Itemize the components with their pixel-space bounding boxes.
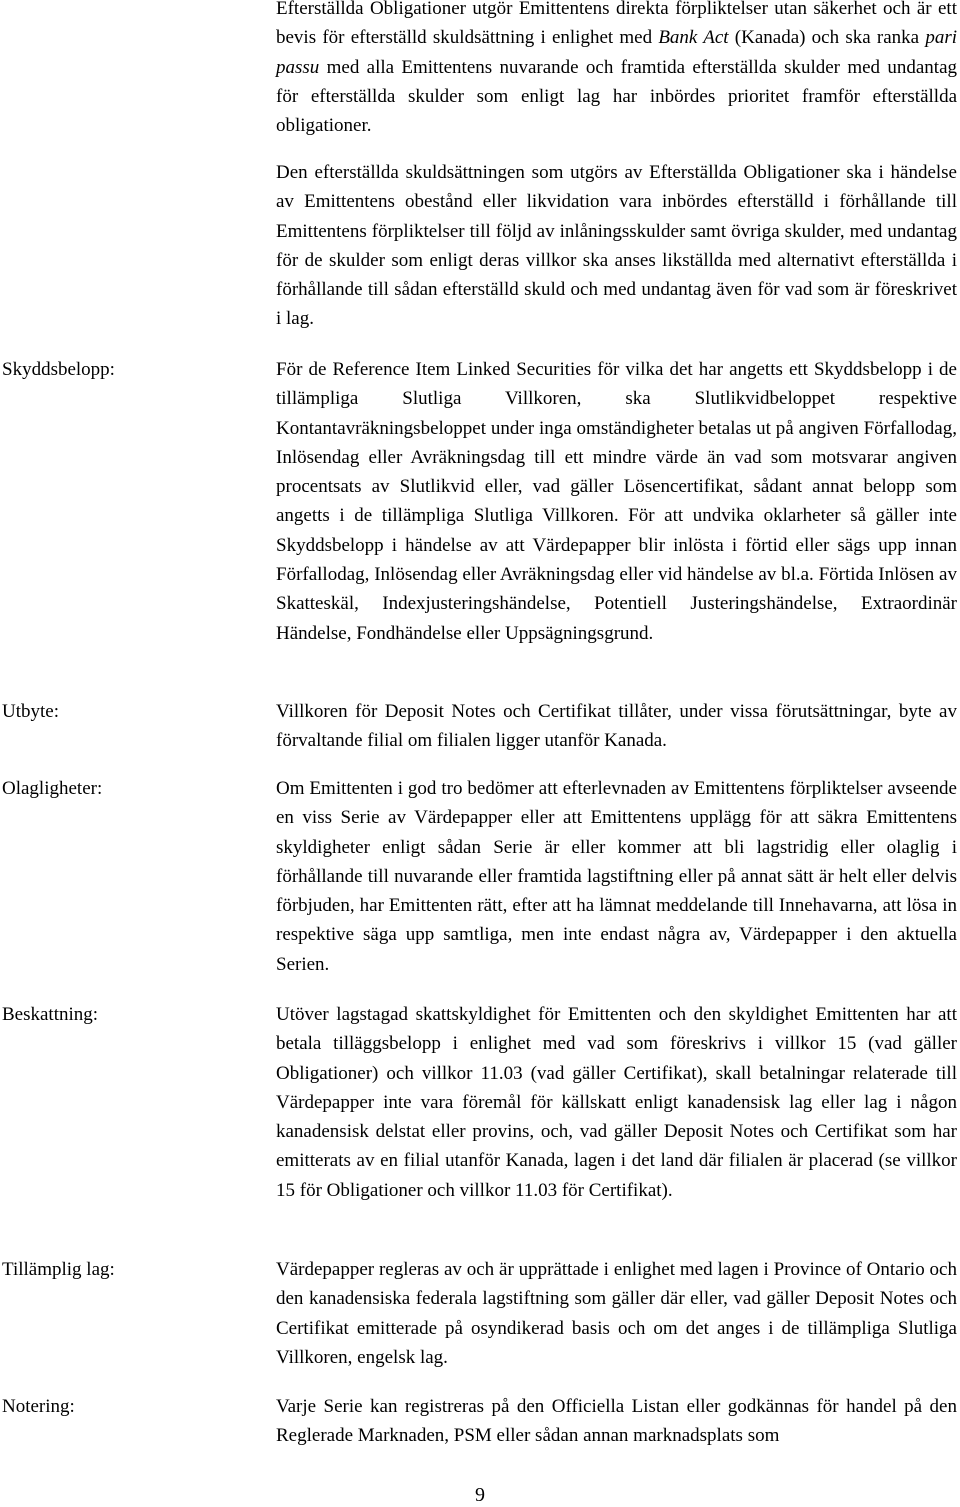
text-segment: Efterställda Obligationer utgör Emittentens direkta förpliktelser utan säkerhet och är ett bevis för efterställd skuldsättning i enlighet med xyxy=(276,0,957,49)
text-segment-italic: pari passu xyxy=(276,27,957,78)
section-text: Varje Serie kan registreras på den Officiella Listan eller godkännas för handel på den Reglerade Marknaden, PSM eller sådan annan marknadsplats som xyxy=(276,1396,957,1447)
section-text: Värdepapper regleras av och är upprättade i enlighet med lagen i Province of Ontario och den kanadensiska federala lagstiftning som gäller där eller, vad gäller Deposit Notes och Certifikat emitterade på osyndikerad basis och om det anges i de tillämpliga Slutliga Villkoren, engelsk lag. xyxy=(276,1259,957,1368)
section-term: Tillämplig lag: xyxy=(2,1259,115,1280)
section-term: Utbyte: xyxy=(2,701,59,722)
section-text: Om Emittenten i god tro bedömer att efterlevnaden av Emittentens förpliktelser avseende en viss Serie av Värdepapper eller att Emittentens upplägg för att säkra Emittentens skyldigheter enligt sådan Serie är eller kommer att bli lagstridig eller olaglig i förhållande till nuvarande eller framtida lagstiftning eller på annat sätt är helt eller delvis förbjuden, har Emittenten rätt, efter att ha lämnat meddelande till Innehavarna, att lösa in respektive säga upp samtliga, men inte endast några av, Värdepapper i den aktuella Serien. xyxy=(276,778,957,975)
text-segment: med alla Emittentens nuvarande och framtida efterställda skulder med undantag för efterställda skulder som enligt lag har inbördes prioritet framför efterställda obligationer. xyxy=(276,56,957,137)
section-term: Beskattning: xyxy=(2,1004,99,1025)
section-term: Skyddsbelopp: xyxy=(2,359,115,380)
page-number: 9 xyxy=(475,1484,485,1506)
section-term: Olagligheter: xyxy=(2,778,103,799)
text-segment-italic: Bank Act xyxy=(658,27,729,49)
intro-paragraph-1 xyxy=(276,0,957,140)
section-text: Utöver lagstagad skattskyldighet för Emittenten och den skyldighet Emittenten har att betala tilläggsbelopp i enlighet med vad som föreskrivs i villkor 15 (vad gäller Obligationer) och villkor 11.03 (vad gäller Certifikat), skall betalningar relaterade till Värdepapper inte vara föremål för källskatt enligt kanadensisk lag eller lag i någon kanadensisk delstat eller provins, och, vad gäller Deposit Notes och Certifikat som har emitterats av en filial utanför Kanada, lagen i det land där filialen är placerad (se villkor 15 för Obligationer och villkor 11.03 för Certifikat). xyxy=(276,1004,957,1201)
section-text: Villkoren för Deposit Notes och Certifikat tillåter, under vissa förutsättningar, byte av förvaltande filial om filialen ligger utanför Kanada. xyxy=(276,701,957,752)
section-term: Notering: xyxy=(2,1396,75,1417)
section-text: För de Reference Item Linked Securities för vilka det har angetts ett Skyddsbelopp i de tillämpliga Slutliga Villkoren, ska Slutlikvidbeloppet respektive Kontantavräkningsbeloppet under inga omständigheter betalas ut på angiven Förfallodag, Inlösendag eller Avräkningsdag till ett mindre värde än vad som motsvarar angiven procentsats av Slutlikvid eller, vad gäller Lösencertifikat, sådant annat belopp som angetts i de tillämpliga Slutliga Villkoren. För att undvika oklarheter så gäller inte Skyddsbelopp i händelse av att Värdepapper blir inlösta i förtid eller sägs upp innan Förfallodag, Inlösendag eller Avräkningsdag eller vid händelse av bl.a. Förtida Inlösen av Skatteskäl, Indexjusteringshändelse, Potentiell Justeringshändelse, Extraordinär Händelse, Fondhändelse eller Uppsägningsgrund. xyxy=(276,359,957,644)
text-segment: (Kanada) och ska ranka xyxy=(728,27,926,49)
intro-paragraph-2: Den efterställda skuldsättningen som utgörs av Efterställda Obligationer ska i händelse av Emittentens obestånd eller likvidation vara inbördes efterställd i förhållande till Emittentens förpliktelser till följd av inlåningsskulder samt övriga skulder, med undantag för de skulder som enligt deras villkor ska anses likställda med alternativt efterställda i förhållande till sådan efterställd skuld och med undantag även för vad som är föreskrivet i lag. xyxy=(276,162,957,330)
